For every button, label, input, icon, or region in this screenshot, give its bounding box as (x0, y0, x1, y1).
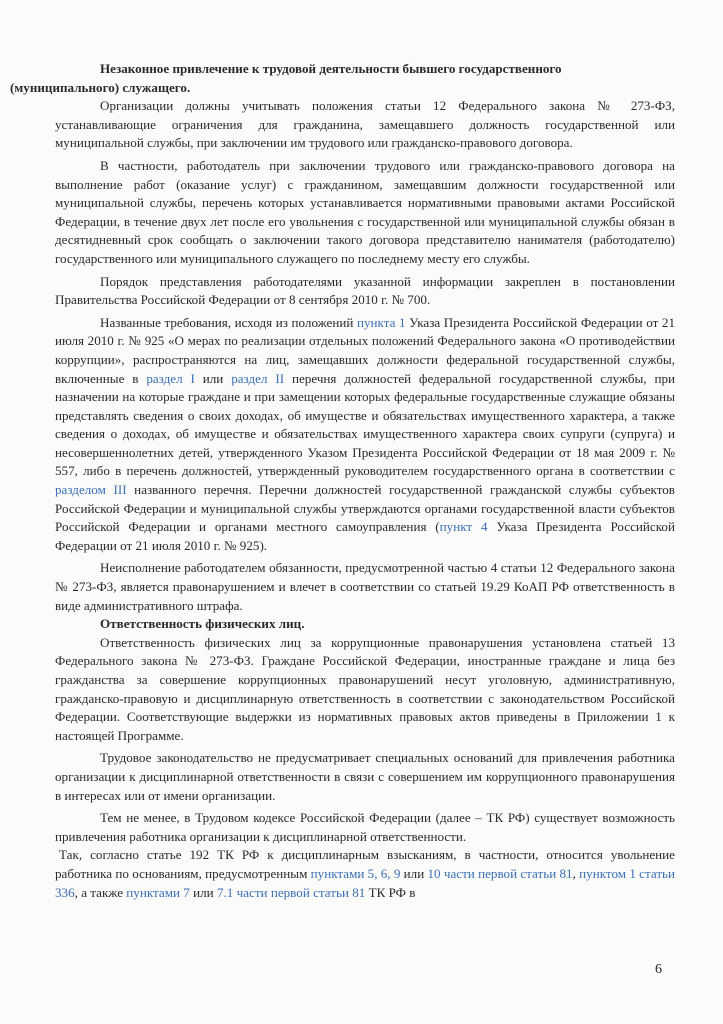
text-run: , (572, 865, 580, 881)
text-run: названного перечня. Перечни должностей государственной гражданской службы субъектов Российской Федерации и муниципальной службы утверждаются органами государственной власти субъектов Российской Федерации и органами местного самоуправления ( (55, 482, 675, 535)
paragraph-3: Порядок представления работодателями указанной информации закреплен в постановлении Правительства Российской Федерации от 8 сентября 2010 г. № 700. (55, 273, 675, 308)
text-run: перечня должностей федеральной государственной службы, при назначении на которые граждане и при замещении которых федеральные государственные служащие обязаны представлять сведения о своих доходах, об имуществе и обязательствах имущественного характера, а также сведения о доходах, об имуществе и обязательствах имущественного характера своих супруги (супруга) и несовершеннолетних детей, утвержденного Указом Президента Российской Федерации от 18 мая 2009 г. № 557, либо в перечень должностей, утвержденный руководителем государственного органа в соответствии с (55, 370, 676, 479)
page-number: 6 (655, 962, 662, 977)
text-run: или (189, 884, 217, 900)
link-razdel-1[interactable]: раздел I (146, 370, 195, 386)
paragraph-5: Неисполнение работодателем обязанности, предусмотренной частью 4 статьи 12 Федерального закона № 273-ФЗ, является правонарушением и влечет в соответствии со статьей 19.29 КоАП РФ ответственность в виде административного штрафа. (55, 560, 675, 613)
link-razdel-2[interactable]: раздел II (231, 370, 285, 386)
text-run: , а также (74, 884, 127, 900)
link-razdel-3[interactable]: разделом III (55, 482, 127, 498)
link-punkty-7[interactable]: пунктами 7 (126, 884, 190, 900)
text-run: ТК РФ в (365, 884, 416, 900)
document-body (10, 60, 676, 902)
text-run: Так, согласно статье 192 ТК РФ к дисциплинарным взысканиям, в частности, относится увольнение работника по основаниям, предусмотренным (55, 847, 675, 881)
section-heading-individual-liability: Ответственность физических лиц. (100, 616, 305, 632)
text-run: или (194, 370, 232, 386)
text-run: или (400, 865, 428, 881)
link-punkt-4[interactable]: пункт 4 (439, 519, 488, 535)
section-heading-illegal-employment (10, 60, 675, 97)
heading-line-1: Незаконное привлечение к трудовой деятельности бывшего государственного (100, 61, 562, 76)
paragraph-1: Организации должны учитывать положения статьи 12 Федерального закона № 273-ФЗ, устанавливающие ограничения для гражданина, замещавшего должность государственной или муниципальной службы, при заключении им трудового или гражданско-правового договора. (55, 98, 675, 151)
link-punkty-5-6-9[interactable]: пунктами 5, 6, 9 (310, 865, 401, 881)
paragraph-4 (55, 314, 675, 556)
text-run: Указа Президента Российской Федерации от 21 июля 2010 г. № 925). (55, 519, 675, 553)
link-punkt-1-st-336[interactable]: пунктом 1 статьи 336 (55, 865, 676, 900)
link-10-chasti-81[interactable]: 10 части первой статьи 81 (427, 865, 573, 881)
heading-line-2: (муниципального) служащего. (10, 79, 191, 95)
paragraph-6: Ответственность физических лиц за коррупционные правонарушения установлена статьей 13 Федерального закона № 273-ФЗ. Граждане Российской Федерации, иностранные граждане и лица без гражданства за совершение коррупционных правонарушений несут уголовную, административную, гражданско-правовую и дисциплинарную ответственность в соответствии с законодательством Российской Федерации. Соответствующие выдержки из нормативных правовых актов приведены в Приложении 1 к настоящей Программе. (55, 634, 675, 743)
paragraph-8: Тем не менее, в Трудовом кодексе Российской Федерации (далее – ТК РФ) существует возможность привлечения работника организации к дисциплинарной ответственности. (55, 810, 675, 844)
paragraph-7: Трудовое законодательство не предусматривает специальных оснований для привлечения работника организации к дисциплинарной ответственности в связи с совершением им коррупционного правонарушения в интересах или от имени организации. (55, 750, 675, 803)
link-7-1-chasti-81[interactable]: 7.1 части первой статьи 81 (216, 884, 366, 900)
text-run: Названные требования, исходя из положений (100, 314, 357, 330)
link-punkt-1[interactable]: пункта 1 (356, 314, 406, 330)
paragraph-9 (55, 846, 675, 902)
paragraph-2: В частности, работодатель при заключении трудового или гражданско-правового договора на выполнение работ (оказание услуг) с гражданином, замещавшим должности государственной или муниципальной службы, перечень которых устанавливается нормативными правовыми актами Российской Федерации, в течение двух лет после его увольнения с государственной или муниципальной службы обязан в десятидневный срок сообщать о заключении такого договора представителю нанимателя (работодателю) государственного или муниципального служащего по последнему месту его службы. (55, 157, 675, 266)
text-run: Указа Президента Российской Федерации от 21 июля 2010 г. № 925 «О мерах по реализации отдельных положений Федерального закона «О противодействии коррупции», распространяются на лиц, замещавших должности федеральной государственной службы, включенные в (55, 314, 676, 386)
